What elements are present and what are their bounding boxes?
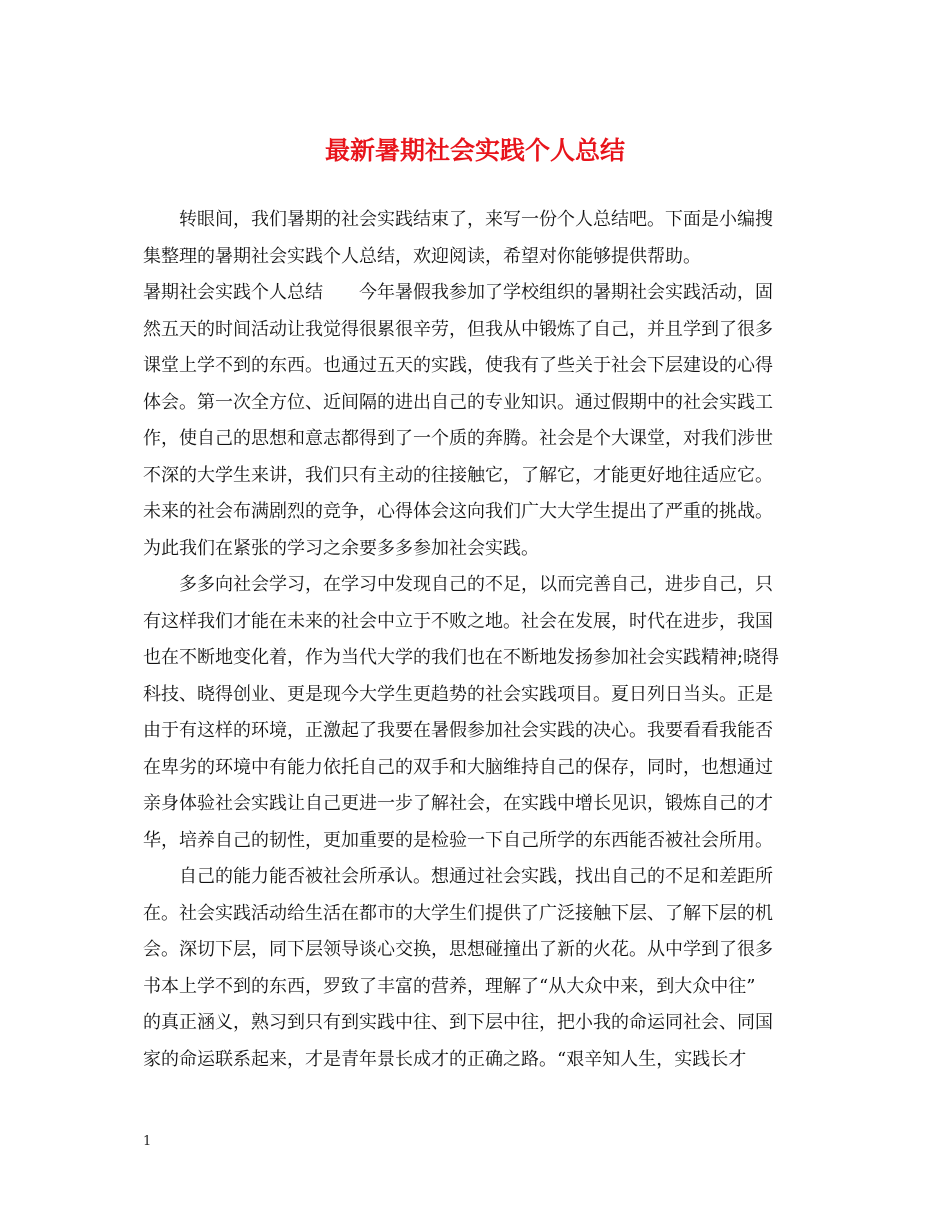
body-line: 不深的大学生来讲，我们只有主动的往接触它，了解它，才能更好地往适应它。 <box>143 464 773 486</box>
body-line: 在。社会实践活动给生活在都市的大学生们提供了广泛接触下层、了解下层的机 <box>143 902 773 924</box>
body-line: 未来的社会布满剧烈的竞争，心得体会这向我们广大大学生提出了严重的挑战。 <box>143 501 773 522</box>
body-line: 的真正涵义，熟习到只有到实践中往、到下层中往，把小我的命运同社会、同国 <box>143 1012 773 1033</box>
body-line: 体会。第一次全方位、近间隔的进出自己的专业知识。通过假期中的社会实践工 <box>143 391 773 413</box>
body-line: 也在不断地变化着，作为当代大学的我们也在不断地发扬参加社会实践精神;晓得 <box>143 647 780 668</box>
body-line: 然五天的时间活动让我觉得很累很辛劳，但我从中锻炼了自己，并且学到了很多 <box>143 318 773 340</box>
body-line: 有这样我们才能在未来的社会中立于不败之地。社会在发展，时代在进步，我国 <box>143 610 773 632</box>
body-line: 科技、晓得创业、更是现今大学生更趋势的社会实践项目。夏日列日当头。正是 <box>143 683 773 705</box>
body-line: 会。深切下层，同下层领导谈心交换，思想碰撞出了新的火花。从中学到了很多 <box>143 939 773 960</box>
body-line: 集整理的暑期社会实践个人总结，欢迎阅读，希望对你能够提供帮助。 <box>143 245 701 267</box>
body-line: 暑期社会实践个人总结 今年暑假我参加了学校组织的暑期社会实践活动，固 <box>143 282 773 303</box>
body-line: 由于有这样的环境，正激起了我要在暑假参加社会实践的决心。我要看看我能否 <box>143 720 773 741</box>
body-line: 作，使自己的思想和意志都得到了一个质的奔腾。社会是个大课堂，对我们涉世 <box>143 428 773 449</box>
body-line: 多多向社会学习，在学习中发现自己的不足，以而完善自己，进步自己，只 <box>179 574 773 595</box>
body-line: 在卑劣的环境中有能力依托自己的双手和大脑维持自己的保存，同时，也想通过 <box>143 756 773 778</box>
body-line: 课堂上学不到的东西。也通过五天的实践，使我有了些关于社会下层建设的心得 <box>143 355 773 376</box>
body-line: 家的命运联系起来，才是青年景长成才的正确之路。“艰辛知人生，实践长才 <box>143 1048 747 1070</box>
body-line: 华，培养自己的韧性，更加重要的是检验一下自己所学的东西能否被社会所用。 <box>143 829 773 851</box>
body-line: 自己的能力能否被社会所承认。想通过社会实践，找出自己的不足和差距所 <box>179 866 773 887</box>
body-line: 转眼间，我们暑期的社会实践结束了，来写一份个人总结吧。下面是小编搜 <box>179 209 773 230</box>
document-title: 最新暑期社会实践个人总结 <box>324 136 625 165</box>
page-number: 1 <box>143 1134 152 1149</box>
body-line: 为此我们在紧张的学习之余要多多参加社会实践。 <box>143 537 539 559</box>
body-line: 亲身体验社会实践让自己更进一步了解社会，在实践中增长见识，锻炼自己的才 <box>143 793 773 814</box>
document-body <box>143 202 803 1078</box>
body-line: 书本上学不到的东西，罗致了丰富的营养，理解了“从大众中来，到大众中往” <box>143 975 756 997</box>
